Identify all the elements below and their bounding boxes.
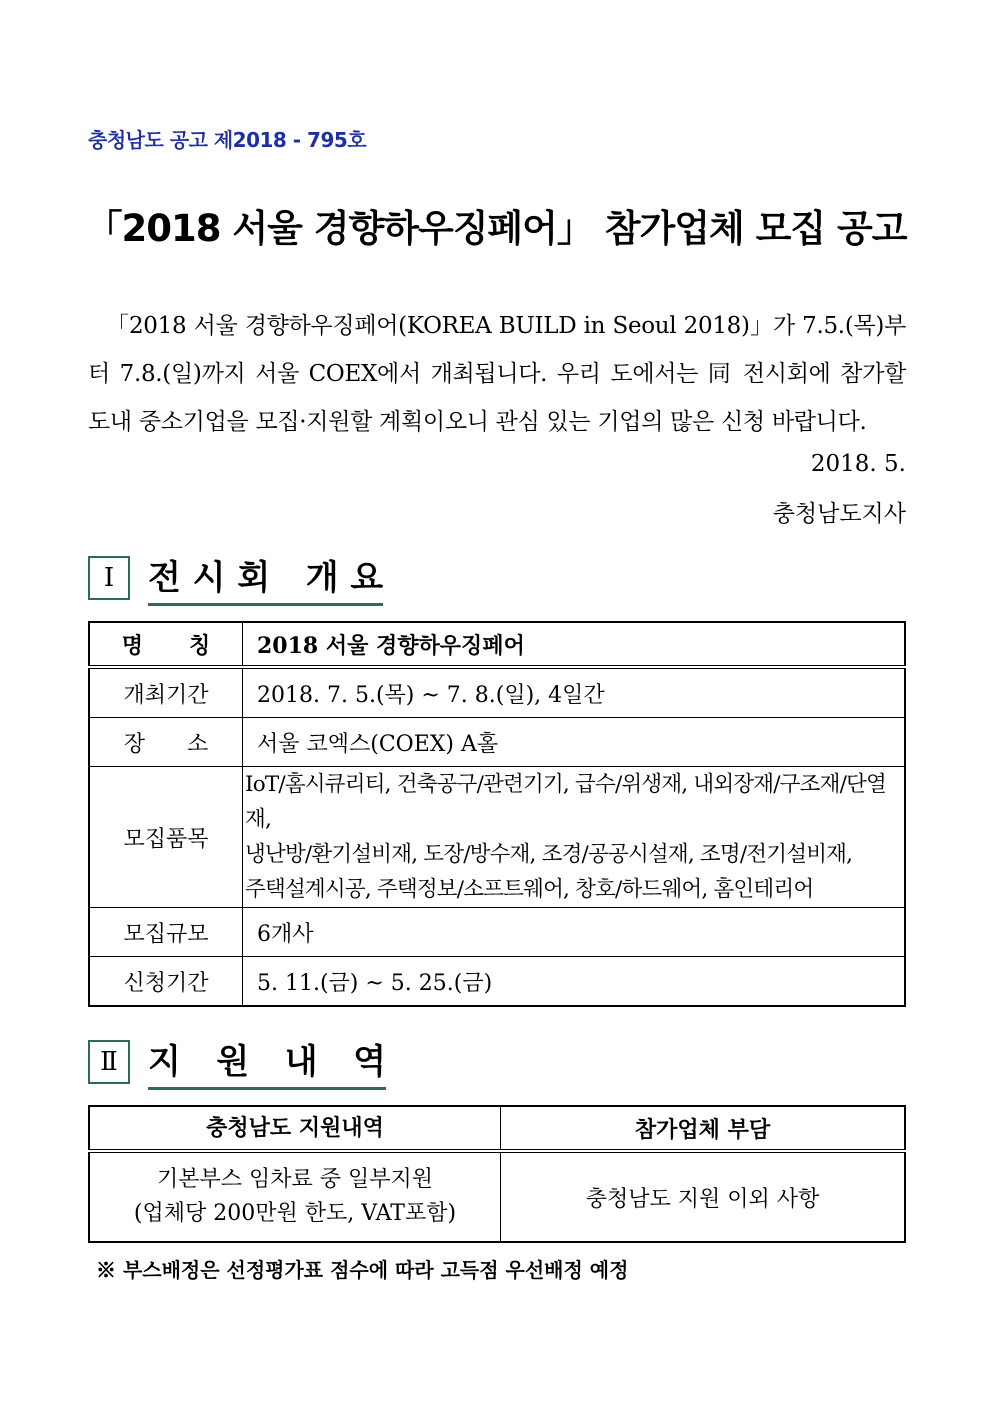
row-label: 개최기간 (89, 667, 243, 718)
table-row (89, 957, 905, 1007)
intro-paragraph: 「2018 서울 경향하우징페어(KOREA BUILD in Seoul 2018)」가 7.5.(목)부터 7.8.(일)까지 서울 COEX에서 개최됩니다. 우리 도에서는 同 전시회에 참가할 도내 중소기업을 모집·지원할 계획이오니 관심 있는 기업의 많은 신청 바랍니다. (88, 313, 906, 435)
exhibition-overview-table (88, 621, 906, 1007)
burden-cell: 충청남도 지원 이외 사항 (501, 1151, 906, 1242)
booth-note: ※ 부스배정은 선정평가표 점수에 따라 고득점 우선배정 예정 (96, 1258, 629, 1282)
row-label: 모집품목 (89, 767, 243, 908)
item-line: 냉난방/환기설비재, 도장/방수재, 조경/공공시설재, 조명/전기설비재, (245, 842, 853, 867)
row-value: 2018 서울 경향하우징페어 (243, 622, 906, 667)
intro-paragraph-block (88, 302, 906, 446)
issuer-name: 충청남도지사 (772, 501, 906, 527)
row-value: 2018. 7. 5.(목) ~ 7. 8.(일), 4일간 (243, 667, 906, 718)
notice-number: 충청남도 공고 제2018 - 795호 (88, 128, 367, 152)
table-row (89, 908, 905, 957)
row-label: 명 칭 (89, 622, 243, 667)
table-row (89, 622, 905, 667)
table-row (89, 1151, 905, 1242)
item-line: IoT/홈시큐리티, 건축공구/관련기기, 급수/위생재, 내외장재/구조재/단열재, (245, 772, 886, 832)
row-label: 모집규모 (89, 908, 243, 957)
row-value: 서울 코엑스(COEX) A홀 (243, 718, 906, 767)
section-1-title: 전 시 회 개 요 (148, 550, 383, 606)
support-line: (업체당 200만원 한도, VAT포함) (133, 1201, 457, 1226)
column-header: 충청남도 지원내역 (89, 1106, 501, 1151)
table-row (89, 718, 905, 767)
support-line: 기본부스 임차료 중 일부지원 (156, 1167, 433, 1192)
table-header-row (89, 1106, 905, 1151)
support-cell (89, 1151, 501, 1242)
section-2-number: Ⅱ (88, 1040, 130, 1084)
item-line: 주택설계시공, 주택정보/소프트웨어, 창호/하드웨어, 홈인테리어 (245, 877, 814, 902)
table-row (89, 767, 905, 908)
section-2-title: 지 원 내 역 (148, 1034, 386, 1090)
row-value: 6개사 (243, 908, 906, 957)
support-details-table (88, 1105, 906, 1243)
notice-date: 2018. 5. (810, 451, 906, 477)
section-1-number: Ⅰ (88, 556, 130, 600)
table-row (89, 667, 905, 718)
row-value: 5. 11.(금) ~ 5. 25.(금) (243, 957, 906, 1007)
row-label: 장 소 (89, 718, 243, 767)
row-label: 신청기간 (89, 957, 243, 1007)
column-header: 참가업체 부담 (501, 1106, 906, 1151)
page-title: 「2018 서울 경향하우징페어」 참가업체 모집 공고 (85, 207, 907, 250)
row-value-items (243, 767, 906, 908)
